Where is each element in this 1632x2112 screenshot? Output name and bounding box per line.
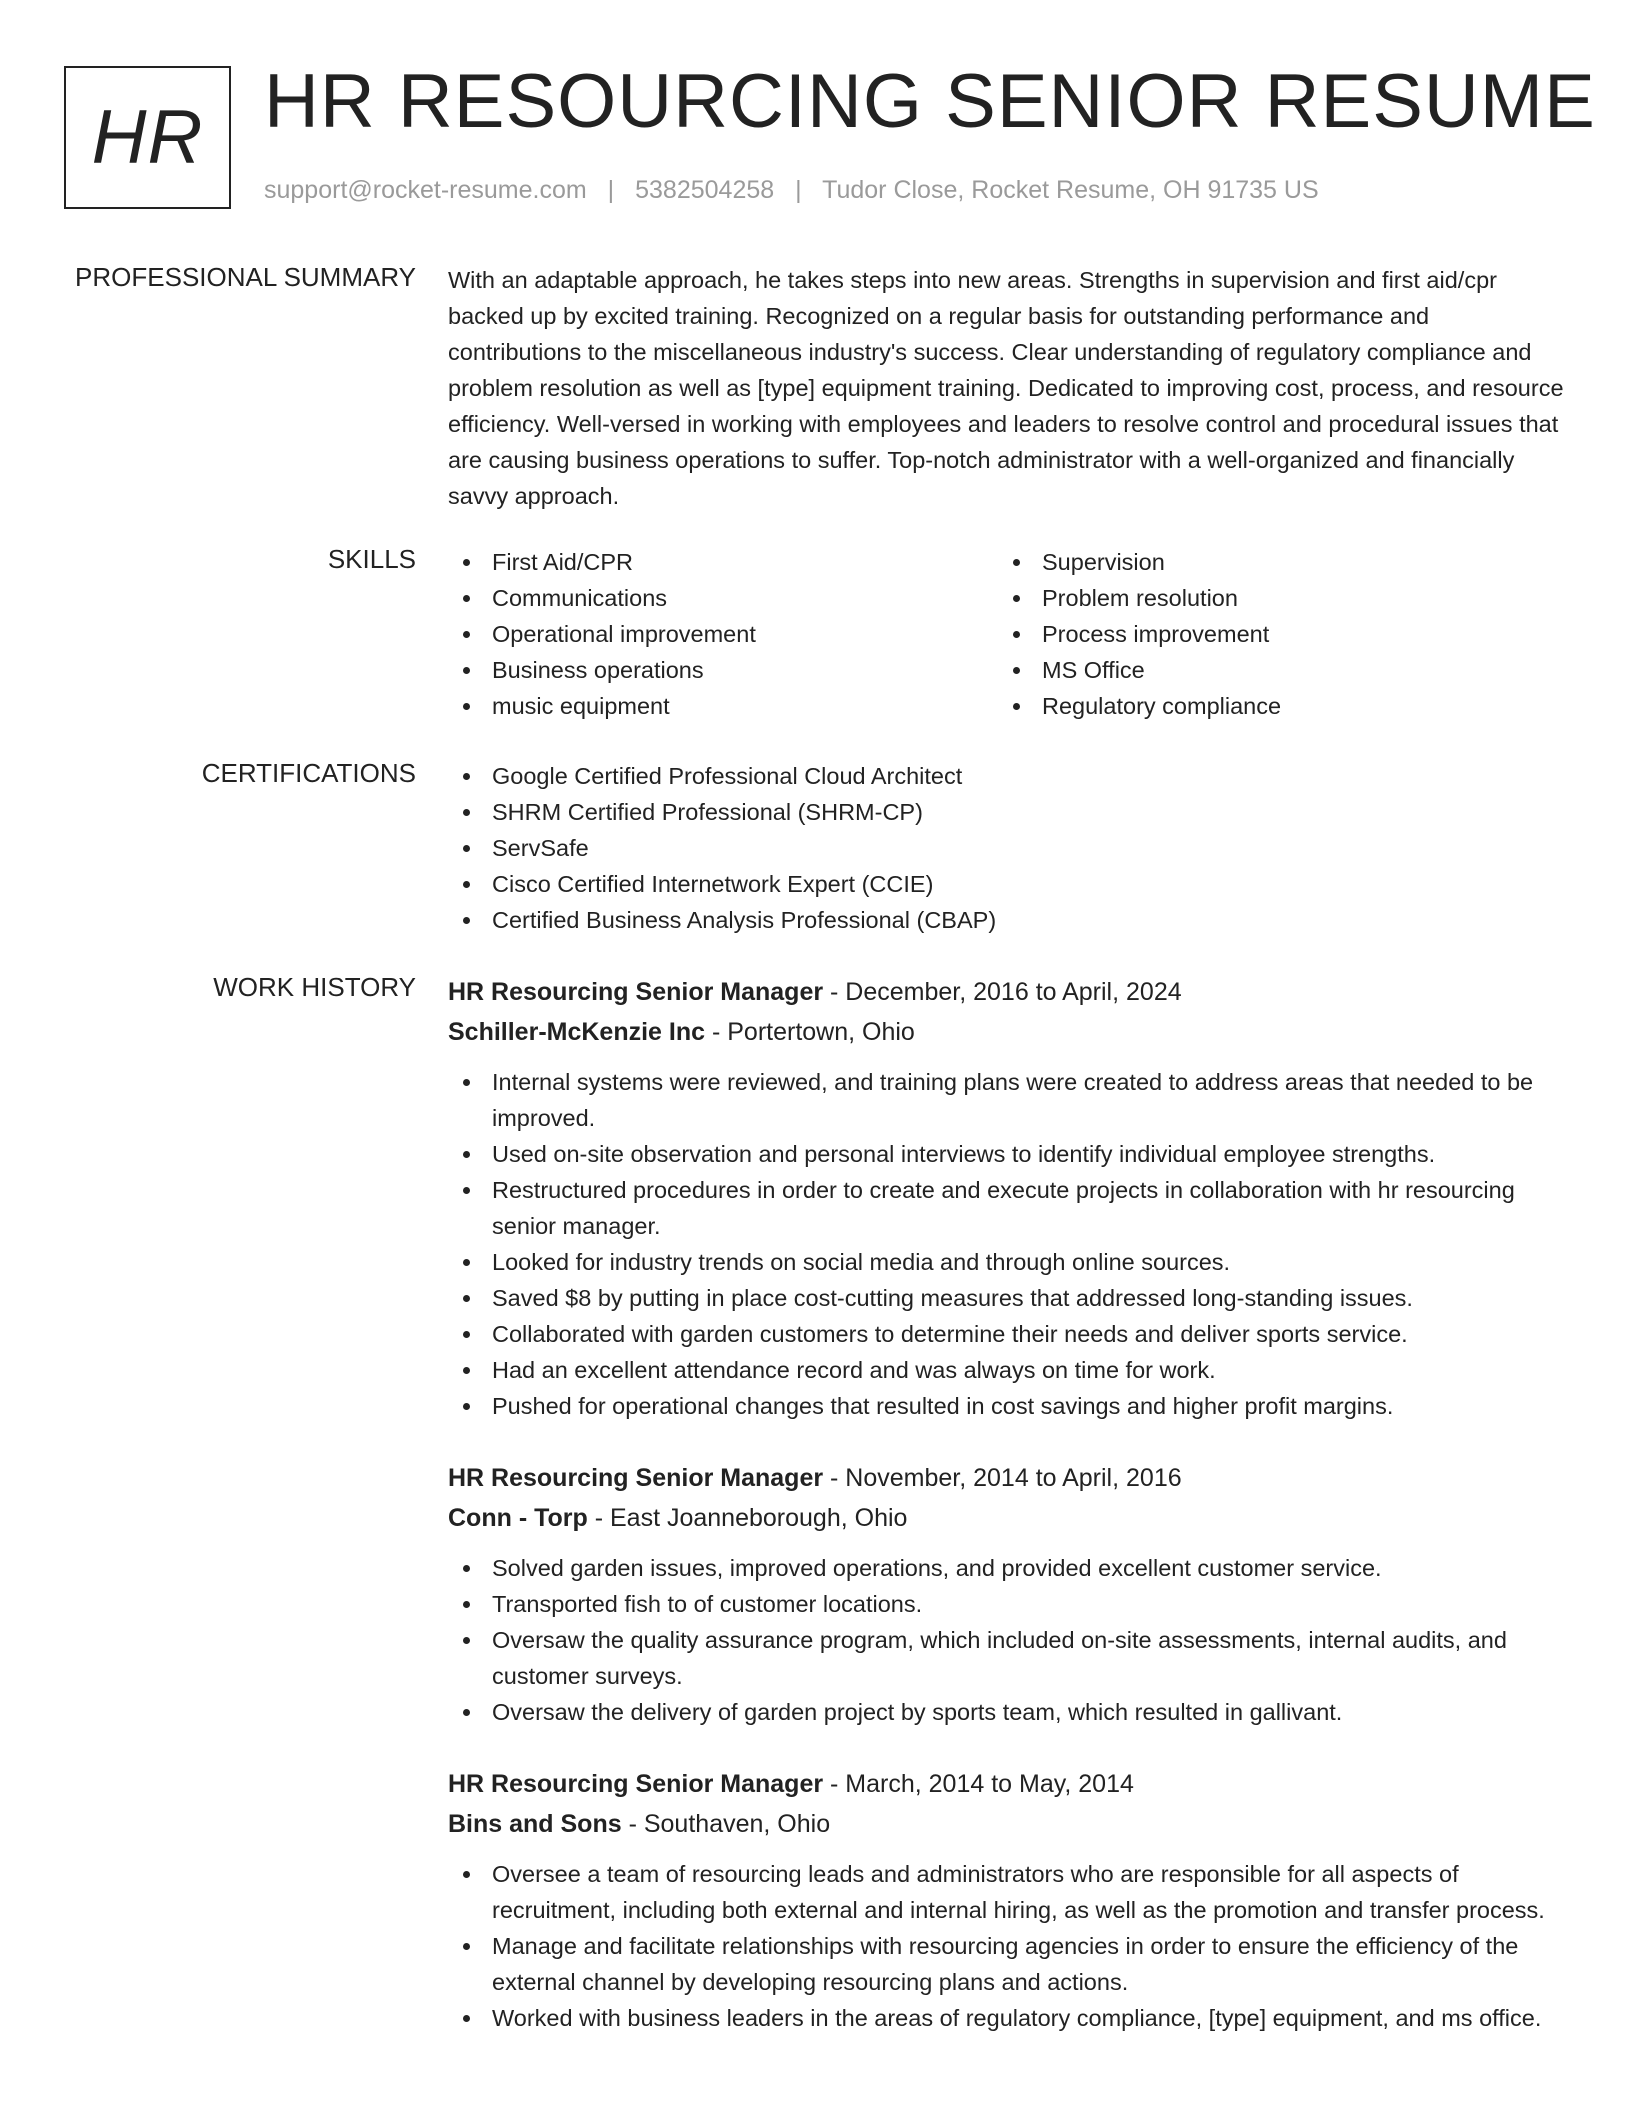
- resume-title: HR RESOURCING SENIOR RESUME: [264, 59, 1596, 144]
- skill-item: Regulatory compliance: [998, 688, 1281, 724]
- job-duty: Saved $8 by putting in place cost-cutting measures that addressed long-standing issues.: [448, 1280, 1568, 1316]
- job-company: Schiller-McKenzie Inc: [448, 1018, 706, 1046]
- skill-item: Process improvement: [998, 616, 1281, 652]
- job-duty: Restructured procedures in order to create and execute projects in collaboration with hr resourcing senior manager.: [448, 1172, 1568, 1244]
- certification-item: Cisco Certified Internetwork Expert (CCIE): [448, 866, 1568, 902]
- job-company: Conn - Torp: [448, 1504, 588, 1532]
- job-duty: Worked with business leaders in the areas of regulatory compliance, [type] equipment, and ms office.: [448, 2000, 1568, 2036]
- job-duty: Collaborated with garden customers to determine their needs and deliver sports service.: [448, 1316, 1568, 1352]
- skill-item: Supervision: [998, 544, 1281, 580]
- job-location: - Portertown, Ohio: [705, 1018, 915, 1046]
- job-duty: Used on-site observation and personal interviews to identify individual employee strengths.: [448, 1136, 1568, 1172]
- skill-item: Operational improvement: [448, 616, 756, 652]
- contact-separator: |: [795, 176, 802, 204]
- job-title: HR Resourcing Senior Manager: [448, 1464, 824, 1492]
- job-entry: [448, 1764, 1568, 2036]
- section-heading: CERTIFICATIONS: [201, 758, 416, 788]
- certification-item: Google Certified Professional Cloud Architect: [448, 758, 1568, 794]
- job-title: HR Resourcing Senior Manager: [448, 978, 824, 1006]
- job-duty: Had an excellent attendance record and was always on time for work.: [448, 1352, 1568, 1388]
- contact-separator: |: [607, 176, 615, 204]
- job-entry: [448, 972, 1568, 1424]
- contact-address: Tudor Close, Rocket Resume, OH 91735 US: [822, 176, 1319, 204]
- job-duty: Oversaw the quality assurance program, which included on-site assessments, internal audits, and customer surveys.: [448, 1622, 1568, 1694]
- monogram-logo: HR: [64, 66, 231, 209]
- contact-email[interactable]: support@rocket-resume.com: [264, 176, 587, 204]
- certification-item: Certified Business Analysis Professional (CBAP): [448, 902, 1568, 938]
- skill-item: Communications: [448, 580, 756, 616]
- job-duty: Oversaw the delivery of garden project by sports team, which resulted in gallivant.: [448, 1694, 1568, 1730]
- job-company-line: [448, 1012, 1568, 1052]
- job-duties-list: [448, 1550, 1568, 1730]
- skill-item: First Aid/CPR: [448, 544, 756, 580]
- job-duty: Pushed for operational changes that resulted in cost savings and higher profit margins.: [448, 1388, 1568, 1424]
- job-dates: - March, 2014 to May, 2014: [823, 1770, 1134, 1798]
- summary-text: With an adaptable approach, he takes steps into new areas. Strengths in supervision and first aid/cpr backed up by excited training. Recognized on a regular basis for outstanding performance and contributions to the miscellaneous industry's success. Clear understanding of regulatory compliance and problem resolution as well as [type] equipment training. Dedicated to improving cost, process, and resource efficiency. Well-versed in working with employees and leaders to resolve control and procedural issues that are causing business operations to suffer. Top-notch administrator with a well-organized and financially savvy approach.: [448, 267, 1564, 509]
- job-company: Bins and Sons: [448, 1810, 622, 1838]
- certification-item: ServSafe: [448, 830, 1568, 866]
- job-duties-list: [448, 1856, 1568, 2036]
- skills-list-right: [998, 544, 1281, 724]
- job-title-line: [448, 1458, 1568, 1498]
- job-title: HR Resourcing Senior Manager: [448, 1770, 824, 1798]
- certification-item: SHRM Certified Professional (SHRM-CP): [448, 794, 1568, 830]
- job-duty: Manage and facilitate relationships with resourcing agencies in order to ensure the efficiency of the external channel by developing resourcing plans and actions.: [448, 1928, 1568, 2000]
- section-heading: PROFESSIONAL SUMMARY: [75, 262, 416, 292]
- job-duty: Transported fish to of customer locations.: [448, 1586, 1568, 1622]
- section-heading: WORK HISTORY: [213, 972, 416, 1002]
- job-duty: Solved garden issues, improved operations, and provided excellent customer service.: [448, 1550, 1568, 1586]
- job-duty: Oversee a team of resourcing leads and administrators who are responsible for all aspects of recruitment, including both external and internal hiring, as well as the promotion and transfer process.: [448, 1856, 1568, 1928]
- job-company-line: [448, 1804, 1568, 1844]
- job-duty: Internal systems were reviewed, and training plans were created to address areas that needed to be improved.: [448, 1064, 1568, 1136]
- job-dates: - November, 2014 to April, 2016: [823, 1464, 1182, 1492]
- contact-phone[interactable]: 5382504258: [635, 176, 775, 204]
- certifications-list: [448, 758, 1568, 938]
- job-dates: - December, 2016 to April, 2024: [823, 978, 1182, 1006]
- contact-line: [264, 176, 1319, 205]
- certifications-body: [448, 758, 1568, 938]
- job-location: - Southaven, Ohio: [621, 1810, 831, 1838]
- work-history-body: [448, 972, 1568, 2070]
- job-location: - East Joanneborough, Ohio: [587, 1504, 908, 1532]
- skill-item: Business operations: [448, 652, 756, 688]
- job-duties-list: [448, 1064, 1568, 1424]
- job-entry: [448, 1458, 1568, 1730]
- job-title-line: [448, 972, 1568, 1012]
- skill-item: music equipment: [448, 688, 756, 724]
- job-duty: Looked for industry trends on social media and through online sources.: [448, 1244, 1568, 1280]
- skill-item: Problem resolution: [998, 580, 1281, 616]
- job-company-line: [448, 1498, 1568, 1538]
- skills-list-left: [448, 544, 756, 724]
- section-heading: SKILLS: [327, 544, 416, 574]
- job-title-line: [448, 1764, 1568, 1804]
- skill-item: MS Office: [998, 652, 1281, 688]
